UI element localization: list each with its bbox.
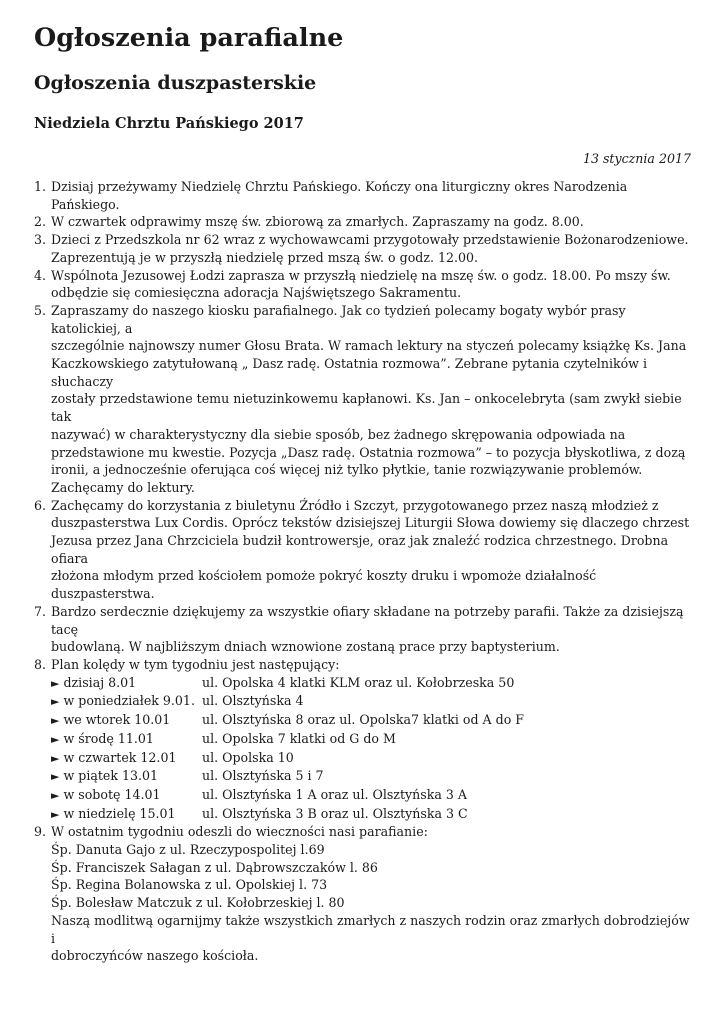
koleda-day — [51, 674, 202, 693]
item-number: 6. — [34, 497, 47, 513]
item-line: Jezusa przez Jana Chrzciciela budził kontrowersje, oraz jak znaleźć rodzica chrzestnego. Drobna ofiara — [51, 533, 669, 566]
koleda-day — [51, 692, 202, 711]
item-line: nazywać) w charakterystyczny dla siebie sposób, bez żadnego skrępowania odpowiada na — [51, 426, 626, 442]
document-date: 13 stycznia 2017 — [582, 151, 691, 166]
list-item — [34, 213, 691, 231]
koleda-schedule — [51, 674, 691, 824]
koleda-street: ul. Olsztyńska 1 A oraz ul. Olsztyńska 3 A — [202, 786, 467, 802]
deceased-name: Śp. Regina Bolanowska z ul. Opolskiej l. 73 — [51, 877, 328, 893]
item-line: Wspólnota Jezusowej Łodzi zaprasza w przyszłą niedzielę na mszę św. o godz. 18.00. Po mszy św. — [51, 267, 671, 283]
deceased-list — [51, 841, 691, 912]
koleda-day — [51, 767, 202, 786]
koleda-row — [51, 786, 691, 805]
koleda-street: ul. Opolska 10 — [202, 749, 294, 765]
page-title: Ogłoszenia parafialne — [34, 23, 344, 53]
item-line: ironii, a jednocześnie oferująca coś więcej niż tylko płytkie, tanie rozwiązywanie problemów. — [51, 462, 643, 478]
list-item — [34, 603, 691, 656]
sunday-heading: Niedziela Chrztu Pańskiego 2017 — [34, 115, 304, 132]
koleda-day-text: w środę 11.01 — [63, 730, 154, 746]
item-number: 1. — [34, 179, 47, 194]
deceased-name: Śp. Bolesław Matczuk z ul. Kołobrzeskiej l. 80 — [51, 895, 345, 911]
arrow-icon: ► — [51, 732, 60, 746]
list-item — [34, 497, 691, 603]
koleda-street: ul. Olsztyńska 5 i 7 — [202, 768, 324, 784]
item-line: duszpasterstwa Lux Cordis. Oprócz tekstów dzisiejszej Liturgii Słowa dowiemy się dlaczego chrzest — [51, 515, 690, 531]
item-line: szczególnie najnowszy numer Głosu Brata. W ramach lektury na styczeń polecamy książkę Ks. Jana — [51, 338, 687, 354]
item-number: 7. — [34, 603, 47, 619]
item-line: W czwartek odprawimy mszę św. zbiorową za zmarłych. Zapraszamy na godz. 8.00. — [51, 214, 584, 230]
item-line: złożona młodym przed kościołem pomoże pokryć koszty druku i wpomoże działalność duszpasterstwa. — [51, 568, 597, 602]
koleda-street: ul. Olsztyńska 3 B oraz ul. Olsztyńska 3 C — [202, 805, 468, 821]
koleda-street: ul. Opolska 7 klatki od G do M — [202, 730, 396, 746]
koleda-day — [51, 730, 202, 749]
koleda-day-text: w niedzielę 15.01 — [63, 805, 176, 821]
koleda-street: ul. Olsztyńska 8 oraz ul. Opolska7 klatki od A do F — [202, 712, 525, 728]
list-item-koleda — [34, 656, 691, 823]
list-item — [34, 231, 691, 266]
item-number: 8. — [34, 656, 47, 672]
koleda-street: ul. Olsztyńska 4 — [202, 693, 304, 709]
koleda-row — [51, 730, 691, 749]
announcement-list — [34, 178, 691, 965]
item-line: Dzieci z Przedszkola nr 62 wraz z wychowawcami przygotowały przedstawienie Bożonarodzeniowe. — [51, 232, 689, 248]
item-line: Bardzo serdecznie dziękujemy za wszystkie ofiary składane na potrzeby parafii. Także za dzisiejszą tacę — [51, 603, 684, 637]
item-line: budowlaną. W najbliższym dniach wznowione zostaną prace przy baptysterium. — [51, 639, 560, 655]
item-number: 2. — [34, 214, 47, 230]
item-line: Dzisiaj przeżywamy Niedzielę Chrztu Pańskiego. Kończy ona liturgiczny okres Narodzenia Pańskiego. — [51, 179, 628, 212]
koleda-row — [51, 674, 691, 693]
koleda-street: ul. Opolska 4 klatki KLM oraz ul. Kołobrzeska 50 — [202, 674, 515, 690]
list-item — [34, 302, 691, 497]
item-line: Kaczkowskiego zatytułowaną „ Dasz radę. Ostatnia rozmowa”. Zebrane pytania czytelników i słuchaczy — [51, 356, 647, 389]
item-line: Zachęcamy do korzystania z biuletynu Źródło i Szczyt, przygotowanego przez naszą młodzież z — [51, 497, 659, 513]
item-line: Zapraszamy do naszego kiosku parafialnego. Jak co tydzień polecamy bogaty wybór prasy katolickiej, a — [51, 302, 626, 336]
koleda-intro: Plan kolędy w tym tygodniu jest następujący: — [51, 656, 340, 672]
koleda-day — [51, 786, 202, 805]
koleda-day — [51, 711, 202, 730]
item-line: Zachęcamy do lektury. — [51, 479, 195, 495]
koleda-row — [51, 711, 691, 730]
list-item — [34, 267, 691, 302]
arrow-icon: ► — [51, 695, 60, 709]
item-number: 9. — [34, 824, 47, 840]
list-item — [34, 178, 691, 213]
koleda-day — [51, 805, 202, 824]
arrow-icon: ► — [51, 751, 60, 765]
closing-line: dobroczyńców naszego kościoła. — [51, 948, 259, 964]
koleda-row — [51, 767, 691, 786]
deceased-closing — [51, 912, 691, 965]
koleda-day — [51, 749, 202, 768]
arrow-icon: ► — [51, 807, 60, 821]
item-line: przedstawione mu kwestie. Pozycja „Dasz radę. Ostatnia rozmowa” – to pozycja błyskotliwa, z dozą — [51, 444, 686, 460]
item-number: 5. — [34, 302, 47, 318]
koleda-day-text: w piątek 13.01 — [63, 768, 159, 784]
deceased-intro: W ostatnim tygodniu odeszli do wieczności nasi parafianie: — [51, 824, 428, 840]
list-item-deceased — [34, 823, 691, 965]
item-line: odbędzie się comiesięczna adoracja Najświętszego Sakramentu. — [51, 285, 462, 301]
koleda-day-text: w czwartek 12.01 — [63, 749, 177, 765]
koleda-day-text: w sobotę 14.01 — [63, 786, 161, 802]
arrow-icon: ► — [51, 788, 60, 802]
arrow-icon: ► — [51, 676, 60, 690]
koleda-row — [51, 749, 691, 768]
item-number: 4. — [34, 267, 47, 283]
deceased-name: Śp. Danuta Gajo z ul. Rzeczypospolitej l.69 — [51, 842, 325, 858]
arrow-icon: ► — [51, 770, 60, 784]
item-line: Zaprezentują je w przyszłą niedzielę przed mszą św. o godz. 12.00. — [51, 249, 479, 265]
section-title: Ogłoszenia duszpasterskie — [34, 72, 317, 94]
koleda-day-text: dzisiaj 8.01 — [63, 674, 137, 690]
closing-line: Naszą modlitwą ogarnijmy także wszystkich zmarłych z naszych rodzin oraz zmarłych dobrodziejów i — [51, 912, 690, 946]
arrow-icon: ► — [51, 714, 60, 728]
deceased-name: Śp. Franciszek Sałagan z ul. Dąbrowszczaków l. 86 — [51, 859, 378, 875]
koleda-day-text: we wtorek 10.01 — [63, 712, 171, 728]
item-line: zostały przedstawione temu nietuzinkowemu kapłanowi. Ks. Jan – onkocelebryta (sam zwykł siebie tak — [51, 391, 682, 425]
koleda-day-text: w poniedziałek 9.01. — [63, 693, 195, 709]
koleda-row — [51, 692, 691, 711]
koleda-row — [51, 805, 691, 824]
item-number: 3. — [34, 232, 47, 248]
